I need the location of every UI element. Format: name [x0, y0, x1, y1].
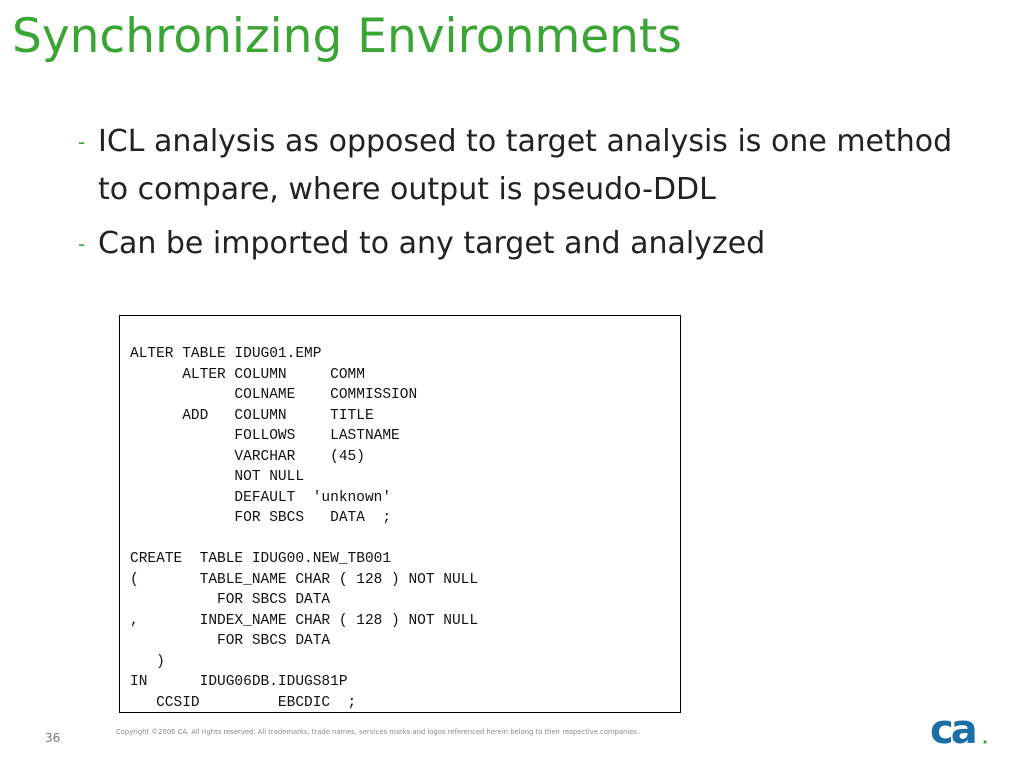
bullet-item: [78, 220, 978, 268]
bullet-marker: -: [78, 232, 86, 256]
bullet-item: [78, 118, 978, 214]
ca-logo: [930, 710, 992, 750]
slide-number: 36: [45, 731, 61, 745]
bullet-list: [78, 118, 978, 274]
copyright-notice: Copyright ©2006 CA. All rights reserved. All trademarks, trade names, services marks and logos referenced herein belong to their respective companies.: [116, 728, 640, 736]
bullet-text: ICL analysis as opposed to target analysis is one method to compare, where output is pseudo-DDL: [98, 124, 953, 207]
bullet-marker: -: [78, 130, 86, 154]
code-listing-box: [119, 315, 681, 713]
bullet-text: Can be imported to any target and analyzed: [98, 226, 766, 261]
svg-text:ca: ca: [930, 710, 975, 750]
slide-title: Synchronizing Environments: [12, 9, 682, 64]
pseudo-ddl-code: ALTER TABLE IDUG01.EMP ALTER COLUMN COMM COLNAME COMMISSION ADD COLUMN TITLE FOLLOWS LASTNAME VARCHAR (45) NOT NULL DEFAULT 'unknown' FOR SBCS DATA ; CREATE TABLE IDUG00.NEW_TB001 ( TABLE_NAME CHAR ( 128 ) NOT NULL FOR SBCS DATA , INDEX_NAME CHAR ( 128 ) NOT NULL FOR SBCS DATA ) IN IDUG06DB.IDUGS81P CCSID EBCDIC ;: [130, 346, 479, 711]
